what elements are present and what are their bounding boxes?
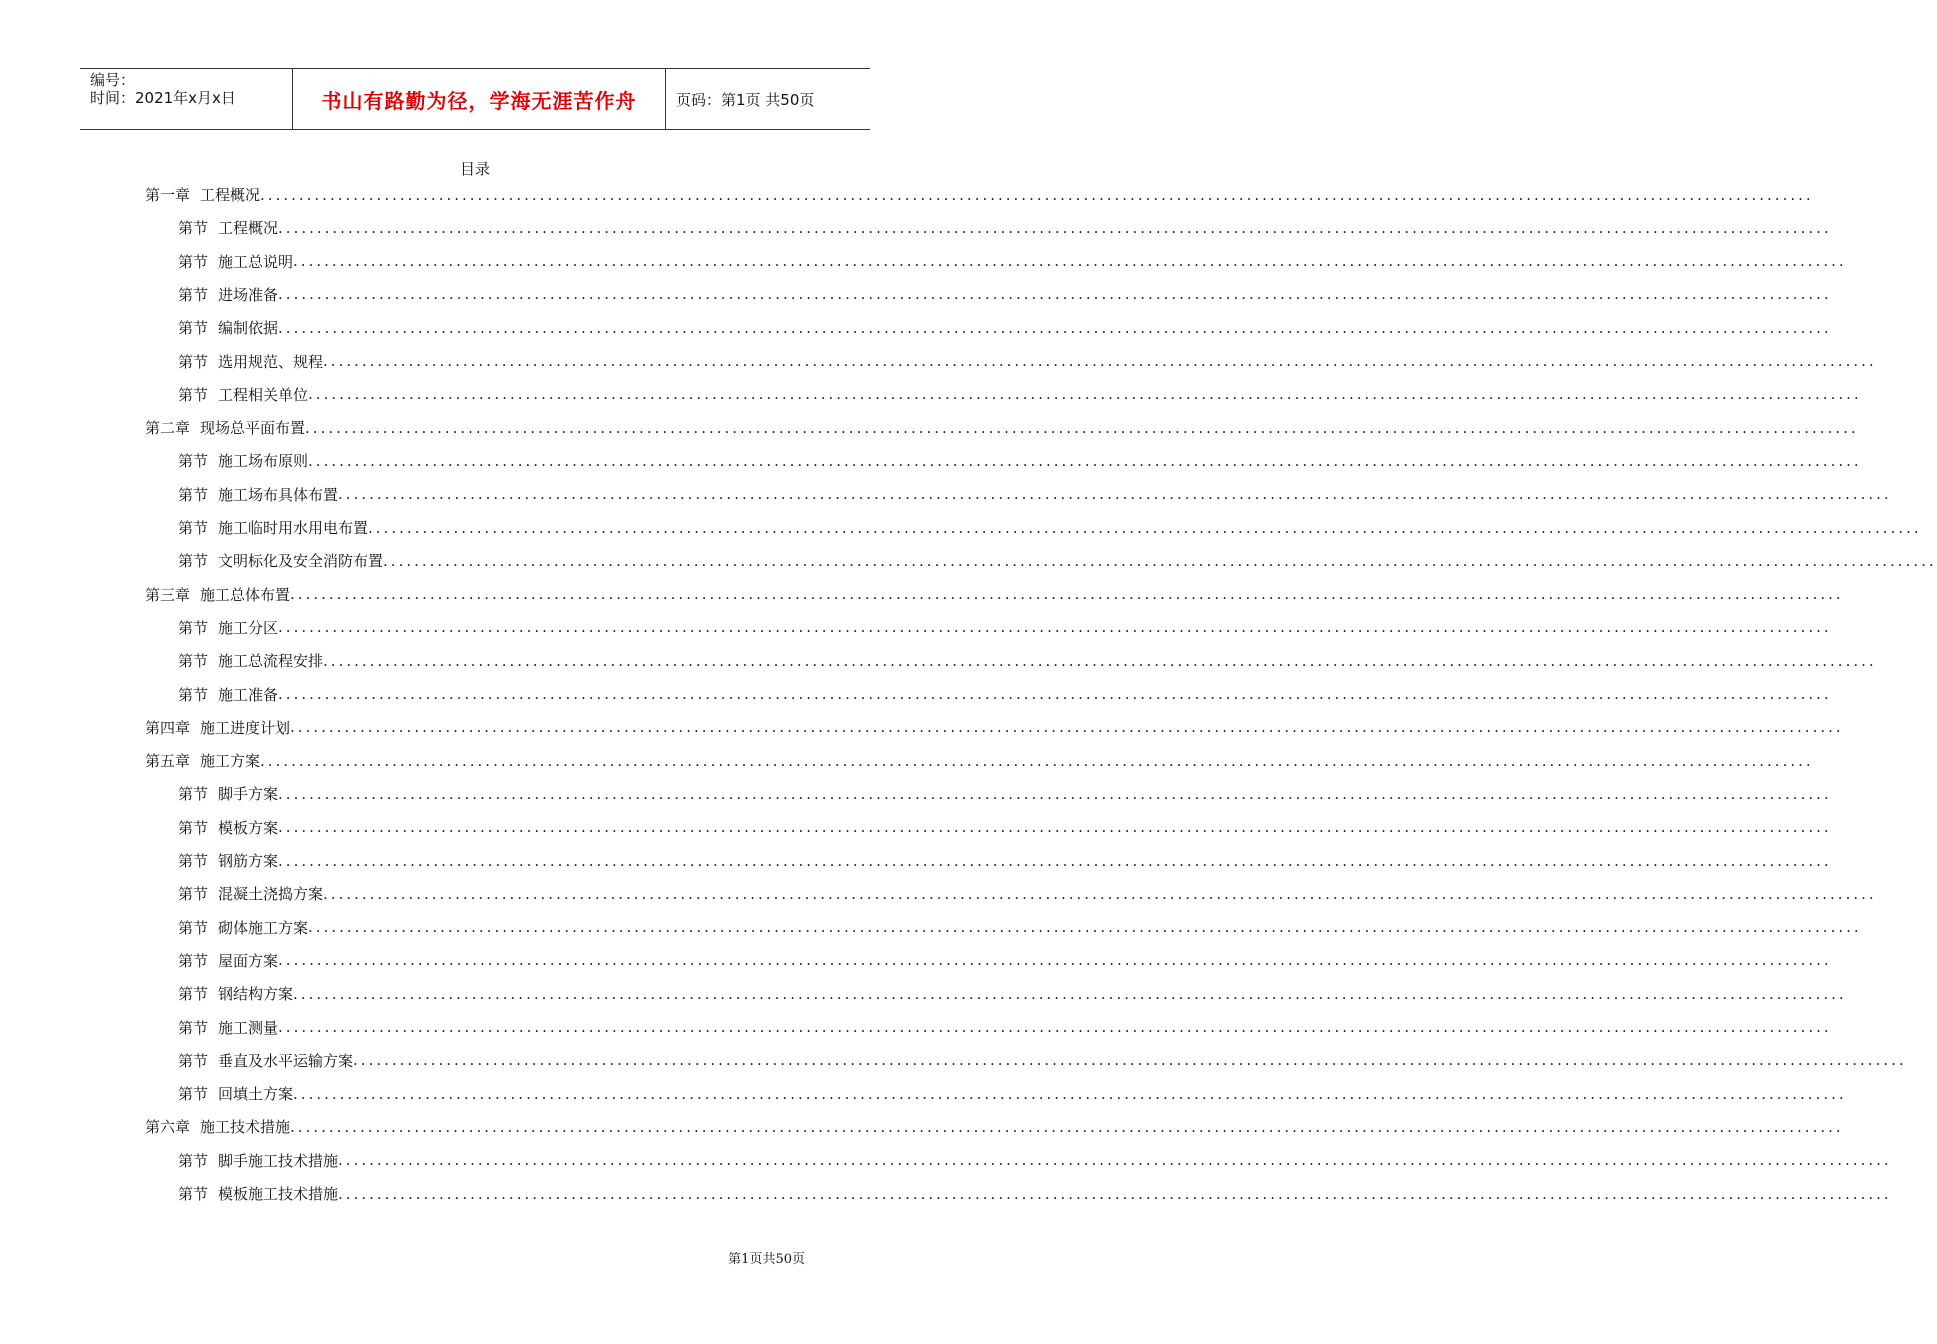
page-header (80, 68, 870, 130)
toc-entry-title: 现场总平面布置 (200, 419, 306, 438)
toc-dot-leader: ........................................................................................................................................................................................................ (308, 451, 1862, 470)
toc-dot-leader: ........................................................................................................................................................................................................ (278, 285, 1832, 304)
toc-section-entry[interactable] (178, 478, 1892, 511)
toc-section-entry[interactable] (178, 444, 1862, 477)
toc-entry-prefix: 第六章 (145, 1118, 191, 1137)
document-number-label: 编号： (90, 71, 136, 89)
toc-dot-leader: ........................................................................................................................................................................................................ (338, 1151, 1892, 1170)
toc-entry-title: 施工临时用水用电布置 (218, 519, 369, 537)
toc-entry-title: 模板施工技术措施 (218, 1185, 339, 1203)
toc-entry-prefix: 第节 (178, 1051, 209, 1070)
toc-entry-prefix: 第节 (178, 985, 209, 1004)
toc-entry-prefix: 第节 (178, 452, 209, 471)
page-footer: 第1页共50页 (728, 1252, 805, 1267)
header-motto: 书山有路勤为径，学海无涯苦作舟 (292, 69, 666, 129)
toc-section-entry[interactable] (178, 911, 1862, 944)
toc-dot-leader: ........................................................................................................................................................................................................ (293, 984, 1847, 1003)
toc-dot-leader: ........................................................................................................................................................................................................ (278, 1018, 1832, 1036)
toc-entry-prefix: 第五章 (145, 752, 191, 771)
toc-entry-prefix: 第节 (178, 685, 209, 704)
toc-dot-leader: ........................................................................................................................................................................................................ (308, 918, 1862, 937)
toc-section-entry[interactable] (178, 611, 1832, 644)
toc-entry-title: 砌体施工方案 (218, 918, 309, 937)
toc-chapter-entry[interactable] (145, 178, 1814, 211)
toc-title: 目录 (459, 160, 490, 178)
toc-entry-prefix: 第节 (178, 519, 209, 537)
toc-dot-leader: ........................................................................................................................................................................................................ (290, 718, 1844, 737)
toc-section-entry[interactable] (178, 278, 1832, 311)
toc-section-entry[interactable] (178, 944, 1832, 977)
toc-dot-leader: ........................................................................................................................................................................................................ (293, 252, 1847, 271)
toc-dot-leader: ........................................................................................................................................................................................................ (305, 418, 1859, 437)
toc-dot-leader: ........................................................................................................................................................................................................ (290, 585, 1844, 604)
toc-entry-prefix: 第节 (178, 1185, 209, 1203)
toc-entry-title: 钢筋方案 (218, 852, 279, 870)
toc-entry-title: 施工总流程安排 (218, 652, 324, 671)
toc-entry-title: 工程概况 (218, 219, 279, 238)
toc-entry-prefix: 第节 (178, 552, 209, 571)
toc-dot-leader: ........................................................................................................................................................................................................ (383, 551, 1937, 570)
toc-chapter-entry[interactable] (145, 578, 1844, 611)
toc-dot-leader: ........................................................................................................................................................................................................ (353, 1051, 1907, 1070)
toc-dot-leader: ........................................................................................................................................................................................................ (308, 385, 1862, 404)
toc-dot-leader: ........................................................................................................................................................................................................ (278, 318, 1832, 337)
toc-dot-leader: ........................................................................................................................................................................................................ (278, 851, 1832, 870)
toc-dot-leader: ........................................................................................................................................................................................................ (278, 685, 1832, 703)
header-page-label: 页码：第1页 共50页 (676, 90, 815, 109)
toc-dot-leader: ........................................................................................................................................................................................................ (323, 352, 1877, 370)
toc-dot-leader: ........................................................................................................................................................................................................ (338, 1184, 1892, 1203)
toc-section-entry[interactable] (178, 1177, 1892, 1210)
document-time-label: 时间：2021年x月x日 (90, 89, 236, 107)
toc-entry-prefix: 第节 (178, 252, 209, 271)
toc-entry-title: 施工进度计划 (200, 718, 291, 737)
toc-section-entry[interactable] (178, 977, 1847, 1010)
toc-entry-title: 施工方案 (200, 752, 261, 771)
toc-entry-title: 回填土方案 (218, 1085, 294, 1104)
toc-section-entry[interactable] (178, 1077, 1847, 1110)
toc-entry-title: 垂直及水平运输方案 (218, 1051, 354, 1070)
toc-entry-prefix: 第节 (178, 219, 209, 238)
toc-entry-prefix: 第节 (178, 652, 209, 671)
toc-chapter-entry[interactable] (145, 711, 1844, 744)
toc-entry-title: 施工准备 (218, 685, 279, 704)
toc-dot-leader: ........................................................................................................................................................................................................ (278, 818, 1832, 837)
toc-entry-title: 钢结构方案 (218, 985, 294, 1004)
toc-entry-title: 施工场布具体布置 (218, 485, 339, 504)
toc-entry-prefix: 第节 (178, 852, 209, 870)
toc-chapter-entry[interactable] (145, 411, 1859, 444)
toc-entry-title: 混凝土浇捣方案 (218, 885, 324, 904)
toc-section-entry[interactable] (178, 844, 1832, 877)
toc-entry-prefix: 第节 (178, 1018, 209, 1037)
header-meta (80, 69, 292, 129)
toc-dot-leader: ........................................................................................................................................................................................................ (293, 1084, 1847, 1103)
toc-section-entry[interactable] (178, 1044, 1907, 1077)
toc-entry-title: 施工总体布置 (200, 585, 291, 604)
toc-section-entry[interactable] (178, 644, 1877, 677)
toc-entry-prefix: 第节 (178, 618, 209, 637)
toc-dot-leader: ........................................................................................................................................................................................................ (278, 784, 1832, 803)
toc-entry-title: 脚手方案 (218, 785, 279, 804)
toc-section-entry[interactable] (178, 245, 1847, 278)
toc-dot-leader: ........................................................................................................................................................................................................ (290, 1117, 1844, 1136)
toc-entry-title: 施工技术措施 (200, 1118, 291, 1137)
toc-dot-leader: ........................................................................................................................................................................................................ (368, 518, 1922, 537)
toc-section-entry[interactable] (178, 511, 1922, 544)
toc-entry-prefix: 第节 (178, 818, 209, 837)
toc-section-entry[interactable] (178, 544, 1937, 577)
toc-entry-prefix: 第节 (178, 319, 209, 338)
toc-dot-leader: ........................................................................................................................................................................................................ (338, 485, 1892, 504)
toc-entry-prefix: 第一章 (145, 186, 191, 204)
toc-chapter-entry[interactable] (145, 1110, 1844, 1143)
toc-entry-prefix: 第三章 (145, 585, 191, 604)
toc-section-entry[interactable] (178, 678, 1832, 711)
toc-section-entry[interactable] (178, 1144, 1892, 1177)
toc-entry-title: 施工总说明 (218, 252, 294, 271)
toc-chapter-entry[interactable] (145, 744, 1814, 777)
toc-entry-prefix: 第节 (178, 285, 209, 304)
toc-entry-prefix: 第节 (178, 951, 209, 970)
toc-section-entry[interactable] (178, 811, 1832, 844)
toc-entry-prefix: 第二章 (145, 419, 191, 438)
toc-entry-prefix: 第节 (178, 385, 209, 404)
toc-entry-title: 工程概况 (200, 186, 261, 204)
toc-entry-title: 进场准备 (218, 285, 279, 304)
toc-section-entry[interactable] (178, 345, 1877, 378)
toc-entry-prefix: 第节 (178, 352, 209, 371)
toc-section-entry[interactable] (178, 877, 1877, 910)
toc-section-entry[interactable] (178, 211, 1832, 244)
toc-entry-prefix: 第四章 (145, 718, 191, 737)
toc-dot-leader: ........................................................................................................................................................................................................ (260, 185, 1814, 204)
toc-entry-prefix: 第节 (178, 885, 209, 904)
toc-entry-prefix: 第节 (178, 485, 209, 504)
toc-section-entry[interactable] (178, 1011, 1832, 1044)
toc-entry-title: 施工测量 (218, 1018, 279, 1037)
toc-entry-title: 工程相关单位 (218, 385, 309, 404)
toc-entry-title: 模板方案 (218, 818, 279, 837)
toc-section-entry[interactable] (178, 311, 1832, 344)
toc-entry-title: 屋面方案 (218, 951, 279, 970)
toc-entry-prefix: 第节 (178, 918, 209, 937)
toc-entry-title: 文明标化及安全消防布置 (218, 552, 384, 571)
toc-entry-title: 施工场布原则 (218, 452, 309, 471)
toc-section-entry[interactable] (178, 378, 1862, 411)
toc-dot-leader: ........................................................................................................................................................................................................ (260, 751, 1814, 770)
toc-dot-leader: ........................................................................................................................................................................................................ (323, 651, 1877, 670)
toc-entry-title: 编制依据 (218, 319, 279, 338)
toc-entry-prefix: 第节 (178, 785, 209, 804)
toc-entry-prefix: 第节 (178, 1151, 209, 1170)
toc-dot-leader: ........................................................................................................................................................................................................ (323, 884, 1877, 903)
toc-dot-leader: ........................................................................................................................................................................................................ (278, 951, 1832, 970)
toc-dot-leader: ........................................................................................................................................................................................................ (278, 218, 1832, 237)
toc-entry-title: 脚手施工技术措施 (218, 1151, 339, 1170)
toc-dot-leader: ........................................................................................................................................................................................................ (278, 618, 1832, 637)
toc-entry-title: 选用规范、规程 (218, 352, 324, 371)
toc-section-entry[interactable] (178, 777, 1832, 810)
toc-entry-prefix: 第节 (178, 1085, 209, 1104)
toc-entry-title: 施工分区 (218, 618, 279, 637)
